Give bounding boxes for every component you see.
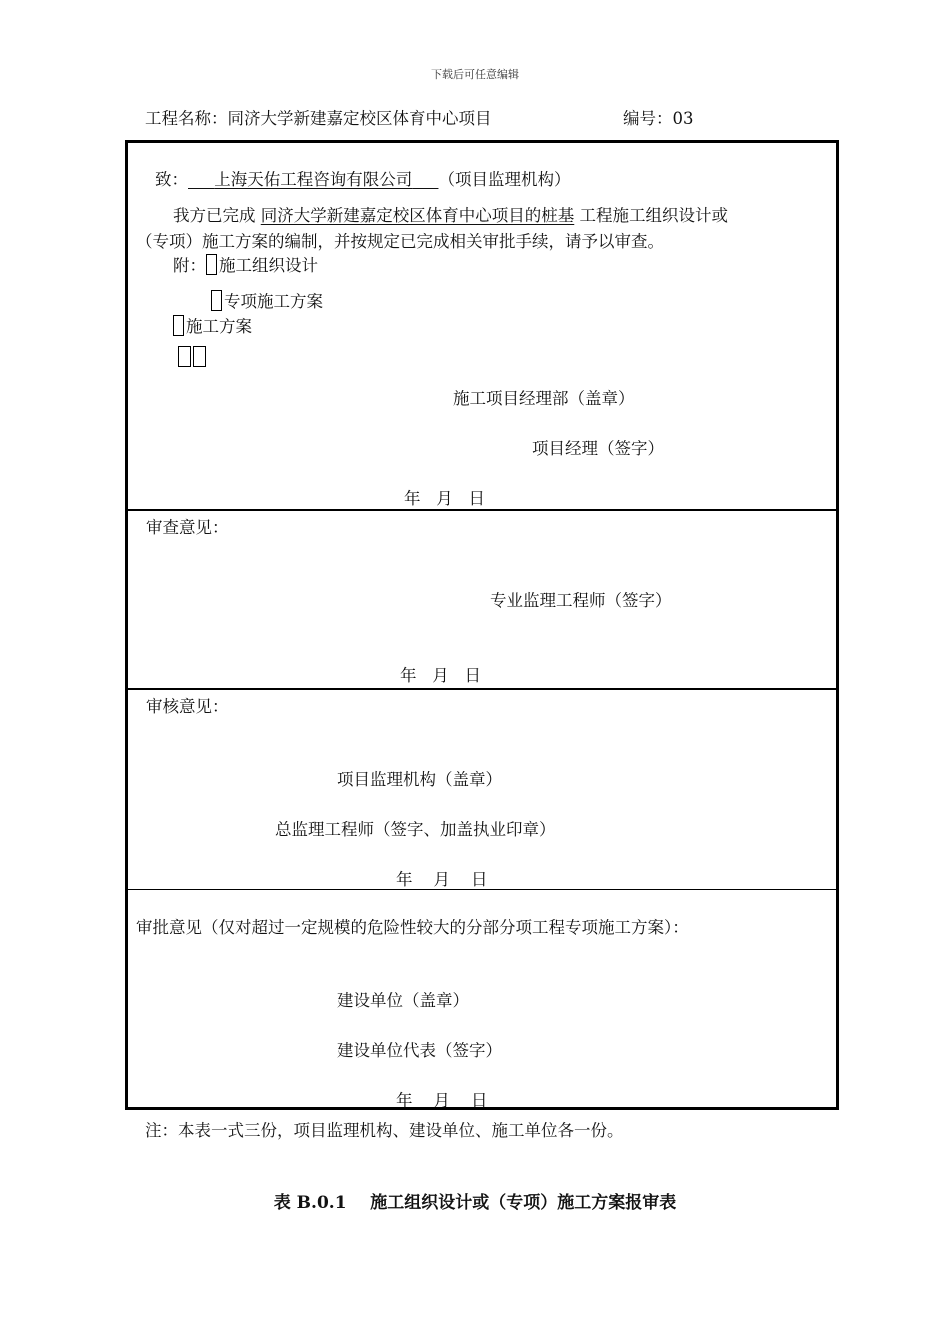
review-date: 年 月 日: [400, 666, 481, 685]
review-label: 审查意见：: [146, 518, 229, 537]
owner-seal: 建设单位（盖章）: [337, 991, 469, 1010]
approval-date: 年 月 日: [396, 1091, 488, 1110]
engineer-sign: 专业监理工程师（签字）: [490, 591, 672, 610]
attach-item-1: 附： 施工组织设计: [173, 256, 318, 275]
to-line: [155, 166, 570, 190]
header-note: 下载后可任意编辑: [431, 68, 519, 81]
divider-audit: [128, 688, 836, 690]
manager-sign: 项目经理（签字）: [532, 439, 664, 458]
submission-date: 年 月 日: [404, 489, 485, 508]
table-caption: 表 B.0.1 施工组织设计或（专项）施工方案报审表: [273, 1193, 677, 1213]
footnote: 注：本表一式三份，项目监理机构、建设单位、施工单位各一份。: [145, 1121, 624, 1140]
divider-review: [128, 509, 836, 511]
body-project: 同济大学新建嘉定校区体育中心项目的桩基: [260, 206, 575, 225]
to-suffix: （项目监理机构）: [438, 170, 571, 189]
chief-sign: 总监理工程师（签字、加盖执业印章）: [275, 820, 556, 839]
dept-seal: 施工项目经理部（盖章）: [453, 389, 635, 408]
body-line-2: （专项）施工方案的编制，并按规定已完成相关审批手续，请予以审查。: [136, 232, 664, 251]
box-icon: [193, 346, 206, 367]
checkbox-icon[interactable]: [206, 254, 217, 275]
checkbox-icon[interactable]: [173, 315, 184, 336]
checkbox-icon[interactable]: [211, 290, 222, 311]
box-icon: [178, 346, 191, 367]
project-number: 编号：03: [623, 109, 694, 128]
attach-item-2: 专项施工方案: [211, 288, 323, 312]
to-org: 上海天佑工程咨询有限公司: [214, 170, 413, 189]
to-prefix: 致：: [155, 170, 188, 189]
audit-date: 年 月 日: [396, 870, 488, 889]
approval-label: 审批意见（仅对超过一定规模的危险性较大的分部分项工程专项施工方案）：: [136, 918, 689, 937]
project-name: 工程名称：同济大学新建嘉定校区体育中心项目: [145, 109, 492, 128]
placeholder-boxes: [178, 346, 208, 368]
org-seal: 项目监理机构（盖章）: [337, 770, 502, 789]
attach-item-3: 施工方案: [173, 313, 252, 337]
owner-rep: 建设单位代表（签字）: [337, 1041, 502, 1060]
body-line-1: 我方已完成 同济大学新建嘉定校区体育中心项目的桩基 工程施工组织设计或: [173, 206, 728, 225]
form-table: [125, 140, 839, 1110]
audit-label: 审核意见：: [146, 697, 229, 716]
